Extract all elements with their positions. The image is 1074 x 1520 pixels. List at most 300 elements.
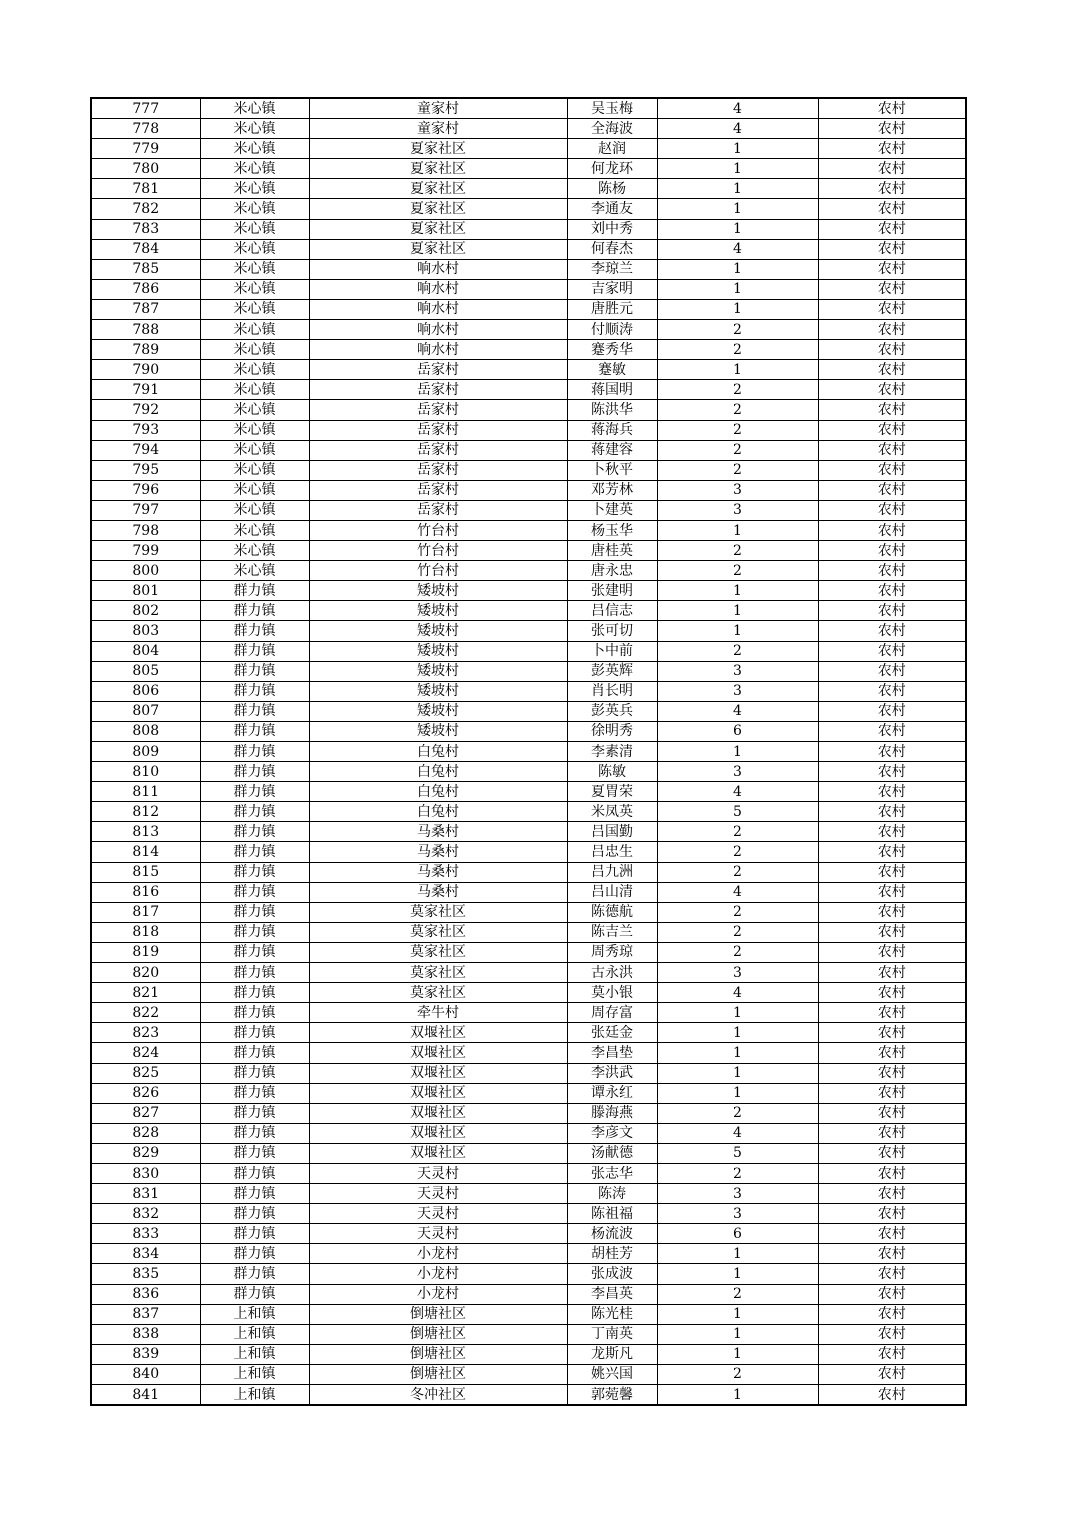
type-cell: 农村 [818, 400, 966, 420]
row-number-cell: 822 [91, 1003, 200, 1023]
village-cell: 竹台村 [309, 520, 567, 540]
row-number-cell: 801 [91, 581, 200, 601]
village-cell: 竹台村 [309, 541, 567, 561]
row-number-cell: 832 [91, 1204, 200, 1224]
name-cell: 全海波 [567, 119, 657, 139]
town-cell: 群力镇 [200, 641, 309, 661]
town-cell: 米心镇 [200, 139, 309, 159]
row-number-cell: 779 [91, 139, 200, 159]
type-cell: 农村 [818, 541, 966, 561]
table-row [91, 1123, 966, 1143]
type-cell: 农村 [818, 963, 966, 983]
type-cell: 农村 [818, 842, 966, 862]
name-cell: 郭菀馨 [567, 1385, 657, 1406]
name-cell: 付顺涛 [567, 320, 657, 340]
table-row [91, 380, 966, 400]
type-cell: 农村 [818, 1163, 966, 1183]
town-cell: 米心镇 [200, 380, 309, 400]
village-cell: 小龙村 [309, 1264, 567, 1284]
town-cell: 群力镇 [200, 963, 309, 983]
type-cell: 农村 [818, 1244, 966, 1264]
count-cell: 2 [657, 822, 818, 842]
name-cell: 彭英兵 [567, 701, 657, 721]
village-cell: 矮坡村 [309, 581, 567, 601]
village-cell: 双堰社区 [309, 1143, 567, 1163]
name-cell: 滕海燕 [567, 1103, 657, 1123]
count-cell: 4 [657, 983, 818, 1003]
village-cell: 矮坡村 [309, 641, 567, 661]
town-cell: 米心镇 [200, 340, 309, 360]
town-cell: 群力镇 [200, 902, 309, 922]
village-cell: 白兔村 [309, 802, 567, 822]
town-cell: 米心镇 [200, 541, 309, 561]
row-number-cell: 792 [91, 400, 200, 420]
town-cell: 上和镇 [200, 1364, 309, 1384]
row-number-cell: 827 [91, 1103, 200, 1123]
village-cell: 白兔村 [309, 782, 567, 802]
town-cell: 群力镇 [200, 882, 309, 902]
table-row [91, 179, 966, 199]
village-cell: 倒塘社区 [309, 1304, 567, 1324]
row-number-cell: 808 [91, 721, 200, 741]
name-cell: 吕信志 [567, 601, 657, 621]
count-cell: 2 [657, 641, 818, 661]
row-number-cell: 841 [91, 1385, 200, 1406]
count-cell: 3 [657, 1184, 818, 1204]
village-cell: 双堰社区 [309, 1123, 567, 1143]
name-cell: 古永洪 [567, 963, 657, 983]
type-cell: 农村 [818, 1103, 966, 1123]
type-cell: 农村 [818, 902, 966, 922]
row-number-cell: 838 [91, 1324, 200, 1344]
type-cell: 农村 [818, 420, 966, 440]
town-cell: 米心镇 [200, 480, 309, 500]
town-cell: 群力镇 [200, 661, 309, 681]
town-cell: 群力镇 [200, 1264, 309, 1284]
town-cell: 米心镇 [200, 299, 309, 319]
table-row [91, 1344, 966, 1364]
name-cell: 李昌英 [567, 1284, 657, 1304]
row-number-cell: 795 [91, 460, 200, 480]
row-number-cell: 788 [91, 320, 200, 340]
table-row [91, 1184, 966, 1204]
name-cell: 李昌垫 [567, 1043, 657, 1063]
name-cell: 李洪武 [567, 1063, 657, 1083]
count-cell: 2 [657, 1284, 818, 1304]
town-cell: 米心镇 [200, 239, 309, 259]
count-cell: 4 [657, 239, 818, 259]
row-number-cell: 826 [91, 1083, 200, 1103]
town-cell: 群力镇 [200, 1023, 309, 1043]
data-table [90, 97, 967, 1406]
town-cell: 群力镇 [200, 1083, 309, 1103]
town-cell: 群力镇 [200, 1063, 309, 1083]
table-row [91, 520, 966, 540]
village-cell: 矮坡村 [309, 701, 567, 721]
type-cell: 农村 [818, 641, 966, 661]
town-cell: 米心镇 [200, 500, 309, 520]
town-cell: 米心镇 [200, 98, 309, 119]
table-row [91, 139, 966, 159]
type-cell: 农村 [818, 119, 966, 139]
name-cell: 唐桂英 [567, 541, 657, 561]
village-cell: 莫家社区 [309, 963, 567, 983]
row-number-cell: 818 [91, 922, 200, 942]
type-cell: 农村 [818, 1123, 966, 1143]
name-cell: 李彦文 [567, 1123, 657, 1143]
town-cell: 群力镇 [200, 1284, 309, 1304]
table-row [91, 922, 966, 942]
name-cell: 唐永忠 [567, 561, 657, 581]
table-row [91, 621, 966, 641]
table-row [91, 601, 966, 621]
count-cell: 1 [657, 621, 818, 641]
table-row [91, 159, 966, 179]
type-cell: 农村 [818, 98, 966, 119]
count-cell: 1 [657, 360, 818, 380]
type-cell: 农村 [818, 440, 966, 460]
row-number-cell: 786 [91, 279, 200, 299]
town-cell: 群力镇 [200, 701, 309, 721]
type-cell: 农村 [818, 1304, 966, 1324]
village-cell: 岳家村 [309, 420, 567, 440]
name-cell: 米凤英 [567, 802, 657, 822]
town-cell: 上和镇 [200, 1385, 309, 1406]
town-cell: 群力镇 [200, 681, 309, 701]
table-row [91, 1143, 966, 1163]
type-cell: 农村 [818, 942, 966, 962]
row-number-cell: 811 [91, 782, 200, 802]
table-body [91, 98, 966, 1405]
town-cell: 群力镇 [200, 1244, 309, 1264]
name-cell: 吉家明 [567, 279, 657, 299]
table-row [91, 561, 966, 581]
table-row [91, 661, 966, 681]
count-cell: 1 [657, 139, 818, 159]
table-row [91, 1284, 966, 1304]
row-number-cell: 810 [91, 762, 200, 782]
table-row [91, 942, 966, 962]
name-cell: 蒋建容 [567, 440, 657, 460]
village-cell: 岳家村 [309, 360, 567, 380]
village-cell: 双堰社区 [309, 1083, 567, 1103]
town-cell: 群力镇 [200, 1163, 309, 1183]
table-row [91, 320, 966, 340]
row-number-cell: 807 [91, 701, 200, 721]
table-row [91, 762, 966, 782]
count-cell: 4 [657, 882, 818, 902]
table-row [91, 98, 966, 119]
type-cell: 农村 [818, 1083, 966, 1103]
count-cell: 1 [657, 1244, 818, 1264]
village-cell: 岳家村 [309, 400, 567, 420]
table-row [91, 701, 966, 721]
row-number-cell: 790 [91, 360, 200, 380]
row-number-cell: 778 [91, 119, 200, 139]
name-cell: 卜建英 [567, 500, 657, 520]
name-cell: 吕山清 [567, 882, 657, 902]
count-cell: 3 [657, 480, 818, 500]
town-cell: 米心镇 [200, 199, 309, 219]
table-row [91, 239, 966, 259]
village-cell: 双堰社区 [309, 1103, 567, 1123]
count-cell: 1 [657, 581, 818, 601]
row-number-cell: 793 [91, 420, 200, 440]
town-cell: 群力镇 [200, 1224, 309, 1244]
row-number-cell: 782 [91, 199, 200, 219]
row-number-cell: 809 [91, 742, 200, 762]
name-cell: 杨玉华 [567, 520, 657, 540]
name-cell: 周存富 [567, 1003, 657, 1023]
name-cell: 蹇秀华 [567, 340, 657, 360]
village-cell: 矮坡村 [309, 681, 567, 701]
name-cell: 李素清 [567, 742, 657, 762]
row-number-cell: 785 [91, 259, 200, 279]
table-row [91, 279, 966, 299]
village-cell: 天灵村 [309, 1204, 567, 1224]
town-cell: 群力镇 [200, 862, 309, 882]
type-cell: 农村 [818, 1344, 966, 1364]
town-cell: 米心镇 [200, 259, 309, 279]
type-cell: 农村 [818, 320, 966, 340]
town-cell: 米心镇 [200, 219, 309, 239]
town-cell: 米心镇 [200, 420, 309, 440]
table-row [91, 119, 966, 139]
town-cell: 群力镇 [200, 762, 309, 782]
table-row [91, 782, 966, 802]
name-cell: 龙斯凡 [567, 1344, 657, 1364]
type-cell: 农村 [818, 239, 966, 259]
town-cell: 群力镇 [200, 1003, 309, 1023]
village-cell: 倒塘社区 [309, 1324, 567, 1344]
count-cell: 6 [657, 721, 818, 741]
count-cell: 5 [657, 802, 818, 822]
name-cell: 何春杰 [567, 239, 657, 259]
type-cell: 农村 [818, 340, 966, 360]
village-cell: 岳家村 [309, 380, 567, 400]
count-cell: 2 [657, 842, 818, 862]
town-cell: 群力镇 [200, 1103, 309, 1123]
name-cell: 陈光桂 [567, 1304, 657, 1324]
type-cell: 农村 [818, 1364, 966, 1384]
name-cell: 李琼兰 [567, 259, 657, 279]
row-number-cell: 817 [91, 902, 200, 922]
town-cell: 米心镇 [200, 440, 309, 460]
type-cell: 农村 [818, 1043, 966, 1063]
village-cell: 竹台村 [309, 561, 567, 581]
town-cell: 上和镇 [200, 1344, 309, 1364]
village-cell: 倒塘社区 [309, 1344, 567, 1364]
count-cell: 1 [657, 742, 818, 762]
row-number-cell: 799 [91, 541, 200, 561]
village-cell: 矮坡村 [309, 721, 567, 741]
name-cell: 陈德航 [567, 902, 657, 922]
village-cell: 岳家村 [309, 500, 567, 520]
count-cell: 2 [657, 1163, 818, 1183]
type-cell: 农村 [818, 500, 966, 520]
count-cell: 1 [657, 520, 818, 540]
type-cell: 农村 [818, 1264, 966, 1284]
table-row [91, 742, 966, 762]
town-cell: 群力镇 [200, 842, 309, 862]
type-cell: 农村 [818, 762, 966, 782]
table-row [91, 1385, 966, 1406]
row-number-cell: 835 [91, 1264, 200, 1284]
name-cell: 吕忠生 [567, 842, 657, 862]
town-cell: 米心镇 [200, 279, 309, 299]
table-row [91, 902, 966, 922]
name-cell: 莫小银 [567, 983, 657, 1003]
village-cell: 牵牛村 [309, 1003, 567, 1023]
table-row [91, 1204, 966, 1224]
count-cell: 1 [657, 219, 818, 239]
row-number-cell: 836 [91, 1284, 200, 1304]
type-cell: 农村 [818, 681, 966, 701]
table-row [91, 541, 966, 561]
row-number-cell: 829 [91, 1143, 200, 1163]
count-cell: 1 [657, 159, 818, 179]
village-cell: 矮坡村 [309, 621, 567, 641]
village-cell: 夏家社区 [309, 139, 567, 159]
village-cell: 夏家社区 [309, 179, 567, 199]
village-cell: 响水村 [309, 299, 567, 319]
name-cell: 刘中秀 [567, 219, 657, 239]
row-number-cell: 789 [91, 340, 200, 360]
type-cell: 农村 [818, 882, 966, 902]
name-cell: 杨流波 [567, 1224, 657, 1244]
table-row [91, 500, 966, 520]
name-cell: 胡桂芳 [567, 1244, 657, 1264]
count-cell: 1 [657, 199, 818, 219]
count-cell: 2 [657, 862, 818, 882]
name-cell: 陈祖福 [567, 1204, 657, 1224]
village-cell: 莫家社区 [309, 922, 567, 942]
type-cell: 农村 [818, 159, 966, 179]
table-row [91, 199, 966, 219]
type-cell: 农村 [818, 701, 966, 721]
village-cell: 响水村 [309, 320, 567, 340]
type-cell: 农村 [818, 742, 966, 762]
name-cell: 丁南英 [567, 1324, 657, 1344]
row-number-cell: 781 [91, 179, 200, 199]
type-cell: 农村 [818, 1284, 966, 1304]
town-cell: 群力镇 [200, 1204, 309, 1224]
name-cell: 周秀琼 [567, 942, 657, 962]
name-cell: 彭英辉 [567, 661, 657, 681]
count-cell: 1 [657, 1003, 818, 1023]
town-cell: 群力镇 [200, 581, 309, 601]
row-number-cell: 791 [91, 380, 200, 400]
row-number-cell: 816 [91, 882, 200, 902]
type-cell: 农村 [818, 1385, 966, 1406]
type-cell: 农村 [818, 1063, 966, 1083]
name-cell: 何龙环 [567, 159, 657, 179]
name-cell: 吕国勤 [567, 822, 657, 842]
row-number-cell: 819 [91, 942, 200, 962]
village-cell: 矮坡村 [309, 661, 567, 681]
count-cell: 2 [657, 420, 818, 440]
type-cell: 农村 [818, 922, 966, 942]
table-row [91, 681, 966, 701]
type-cell: 农村 [818, 480, 966, 500]
village-cell: 马桑村 [309, 862, 567, 882]
name-cell: 夏胃荣 [567, 782, 657, 802]
type-cell: 农村 [818, 1324, 966, 1344]
count-cell: 2 [657, 541, 818, 561]
name-cell: 蒋国明 [567, 380, 657, 400]
count-cell: 2 [657, 561, 818, 581]
row-number-cell: 821 [91, 983, 200, 1003]
count-cell: 3 [657, 661, 818, 681]
name-cell: 吴玉梅 [567, 98, 657, 119]
count-cell: 2 [657, 1103, 818, 1123]
row-number-cell: 812 [91, 802, 200, 822]
town-cell: 米心镇 [200, 360, 309, 380]
town-cell: 群力镇 [200, 1043, 309, 1063]
count-cell: 4 [657, 782, 818, 802]
village-cell: 天灵村 [309, 1224, 567, 1244]
count-cell: 1 [657, 1304, 818, 1324]
type-cell: 农村 [818, 1184, 966, 1204]
village-cell: 天灵村 [309, 1184, 567, 1204]
count-cell: 1 [657, 1023, 818, 1043]
village-cell: 莫家社区 [309, 983, 567, 1003]
count-cell: 2 [657, 340, 818, 360]
village-cell: 童家村 [309, 98, 567, 119]
type-cell: 农村 [818, 721, 966, 741]
town-cell: 米心镇 [200, 400, 309, 420]
count-cell: 2 [657, 1364, 818, 1384]
count-cell: 4 [657, 98, 818, 119]
row-number-cell: 805 [91, 661, 200, 681]
count-cell: 1 [657, 601, 818, 621]
name-cell: 谭永红 [567, 1083, 657, 1103]
count-cell: 3 [657, 762, 818, 782]
type-cell: 农村 [818, 621, 966, 641]
row-number-cell: 780 [91, 159, 200, 179]
village-cell: 岳家村 [309, 480, 567, 500]
table-row [91, 219, 966, 239]
count-cell: 2 [657, 902, 818, 922]
village-cell: 夏家社区 [309, 159, 567, 179]
row-number-cell: 800 [91, 561, 200, 581]
count-cell: 1 [657, 1385, 818, 1406]
row-number-cell: 787 [91, 299, 200, 319]
town-cell: 米心镇 [200, 520, 309, 540]
row-number-cell: 814 [91, 842, 200, 862]
row-number-cell: 797 [91, 500, 200, 520]
count-cell: 4 [657, 701, 818, 721]
village-cell: 小龙村 [309, 1244, 567, 1264]
town-cell: 群力镇 [200, 782, 309, 802]
town-cell: 群力镇 [200, 822, 309, 842]
row-number-cell: 831 [91, 1184, 200, 1204]
type-cell: 农村 [818, 380, 966, 400]
type-cell: 农村 [818, 1003, 966, 1023]
village-cell: 夏家社区 [309, 199, 567, 219]
town-cell: 群力镇 [200, 721, 309, 741]
town-cell: 群力镇 [200, 742, 309, 762]
village-cell: 响水村 [309, 340, 567, 360]
table-row [91, 440, 966, 460]
table-row [91, 460, 966, 480]
row-number-cell: 830 [91, 1163, 200, 1183]
village-cell: 白兔村 [309, 742, 567, 762]
row-number-cell: 813 [91, 822, 200, 842]
table-row [91, 480, 966, 500]
table-row [91, 882, 966, 902]
count-cell: 6 [657, 1224, 818, 1244]
